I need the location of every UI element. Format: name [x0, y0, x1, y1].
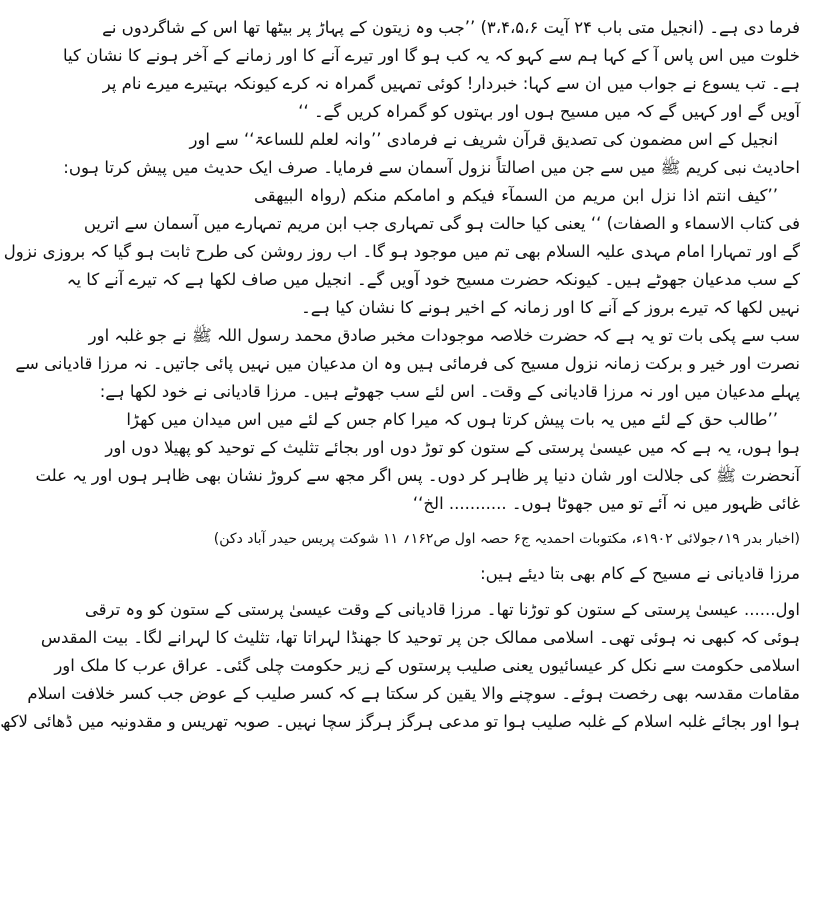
- text-line-25: ہوا اور بجائے غلبہ اسلام کے غلبہ صلیب ہوا تو مدعی ہرگز ہرگز سچا نہیں۔ صوبہ تھریس و مقدونیہ میں ڈھائی لاکھ: [0, 712, 800, 731]
- text-line-1: فرما دی ہے۔ (انجیل متی باب ۲۴ آیت ۳،۴،۵،۶) ’’جب وہ زیتون کے پہاڑ پر بیٹھا تھا اس کے شاگردوں نے: [102, 18, 800, 37]
- text-line-8: فی کتاب الاسماء و الصفات) ‘‘ یعنی کیا حالت ہو گی تمہاری جب ابن مریم تمہارے میں آسمان سے اتریں: [83, 214, 800, 233]
- spacer: [254, 588, 800, 596]
- citation-reference: (اخبار بدر ۱۹؍جولائی ۱۹۰۲ء، مکتوبات احمدیہ ج۶ حصہ اول ص۱۶۲؍ ۱۱ شوکت پریس حیدر آباد دکن): [213, 531, 800, 547]
- hadith-line-1: ’’کیف انتم اذا نزل ابن مریم من السمآء فیکم و امامکم منکم (رواہ البیھقی: [254, 186, 778, 205]
- text-line-14: پہلے مدعیان میں اور نہ مرزا قادیانی کے وقت۔ اس لئے سب جھوٹے ہیں۔ مرزا قادیانی نے خود لکھا ہے:: [99, 382, 800, 401]
- text-line-24: مقامات مقدسہ بھی رخصت ہوئے۔ سوچنے والا یقین کر سکتا ہے کہ کسر صلیب کے عوض جب کسر خلافت اسلام: [27, 684, 800, 703]
- spacer: [254, 552, 800, 560]
- text-line-5: انجیل کے اس مضمون کی تصدیق قرآن شریف نے فرمادی ’’وانہ لعلم للساعۃ‘‘ سے اور: [189, 130, 778, 149]
- text-line-4: آویں گے اور کہیں گے کہ میں مسیح ہوں اور بہتوں کو گمراہ کریں گے۔ ‘‘: [298, 102, 800, 121]
- text-line-9: گے اور تمہارا امام مہدی علیہ السلام بھی تم میں موجود ہو گا۔ اب روز روشن کی طرح ثابت ہو گیا کہ بروزی نزول: [3, 242, 800, 261]
- quote-line-3: آنحضرت ﷺ کی جلالت اور شان دنیا پر ظاہر کر دوں۔ پس اگر مجھ سے کروڑ نشان بھی ظاہر ہوں اور یہ علت: [35, 466, 800, 485]
- text-line-22: ہوئی کہ کبھی نہ ہوئی تھی۔ اسلامی ممالک جن پر توحید کا جھنڈا لہراتا تھا، تثلیث کا لہرانے لگا۔ بیت المقدس: [40, 628, 800, 647]
- text-line-6: احادیث نبی کریم ﷺ میں سے جن میں اصالتاً نزول آسمان سے فرمایا۔ صرف ایک حدیث میں پیش کرتا ہوں:: [63, 158, 800, 177]
- text-line-20: مرزا قادیانی نے مسیح کے کام بھی بتا دیئے ہیں:: [480, 564, 800, 583]
- text-line-2: خلوت میں اس پاس آ کے کہا ہم سے کہو کہ یہ کب ہو گا اور تیرے آنے کا اور زمانے کے آخر ہونے کا نشان کیا: [63, 46, 800, 65]
- text-line-10: کے سب مدعیان جھوٹے ہیں۔ کیونکہ حضرت مسیح خود آویں گے۔ انجیل میں صاف لکھا ہے کہ تیرے آنے کا یہ: [66, 270, 800, 289]
- text-line-12: سب سے پکی بات تو یہ ہے کہ حضرت خلاصہ موجودات مخبر صادق محمد رسول اللہ ﷺ نے جو غلبہ اور: [88, 326, 800, 345]
- text-line-11: نہیں لکھا کہ تیرے بروز کے آنے کا اور زمانہ کے اخیر ہونے کا نشان کیا ہے۔: [301, 298, 800, 317]
- text-line-23: اسلامی حکومت سے نکل کر عیسائیوں یعنی صلیب پرستوں کے زیر حکومت چلی گئی۔ عراق عرب کا ملک اور: [54, 656, 800, 675]
- spacer: [254, 518, 800, 526]
- quote-line-2: ہوا ہوں، یہ ہے کہ میں عیسیٰ پرستی کے ستون کو توڑ دوں اور بجائے تثلیث کے توحید کو پھیلا دوں اور: [105, 438, 800, 457]
- text-line-3: ہے۔ تب یسوع نے جواب میں ان سے کہا: خبردار! کوئی تمہیں گمراہ نہ کرے کیونکہ بہتیرے میرے نام پر: [102, 74, 800, 93]
- text-line-21: اول...... عیسیٰ پرستی کے ستون کو توڑنا تھا۔ مرزا قادیانی کے وقت عیسیٰ پرستی کے ستون کو وہ ترقی: [84, 600, 800, 619]
- text-line-13: نصرت اور خیر و برکت زمانہ نزول مسیح کی فرمائی ہیں وہ ان مدعیان میں نہیں پائی جاتیں۔ نہ مرزا قادیانی سے: [15, 354, 800, 373]
- quote-line-4: غائی ظہور میں نہ آئے تو میں جھوٹا ہوں۔ ........... الخ‘‘: [412, 494, 800, 513]
- quote-line-1: ’’طالب حق کے لئے میں یہ بات پیش کرتا ہوں کہ میرا کام جس کے لئے میں اس میدان میں کھڑا: [126, 410, 778, 429]
